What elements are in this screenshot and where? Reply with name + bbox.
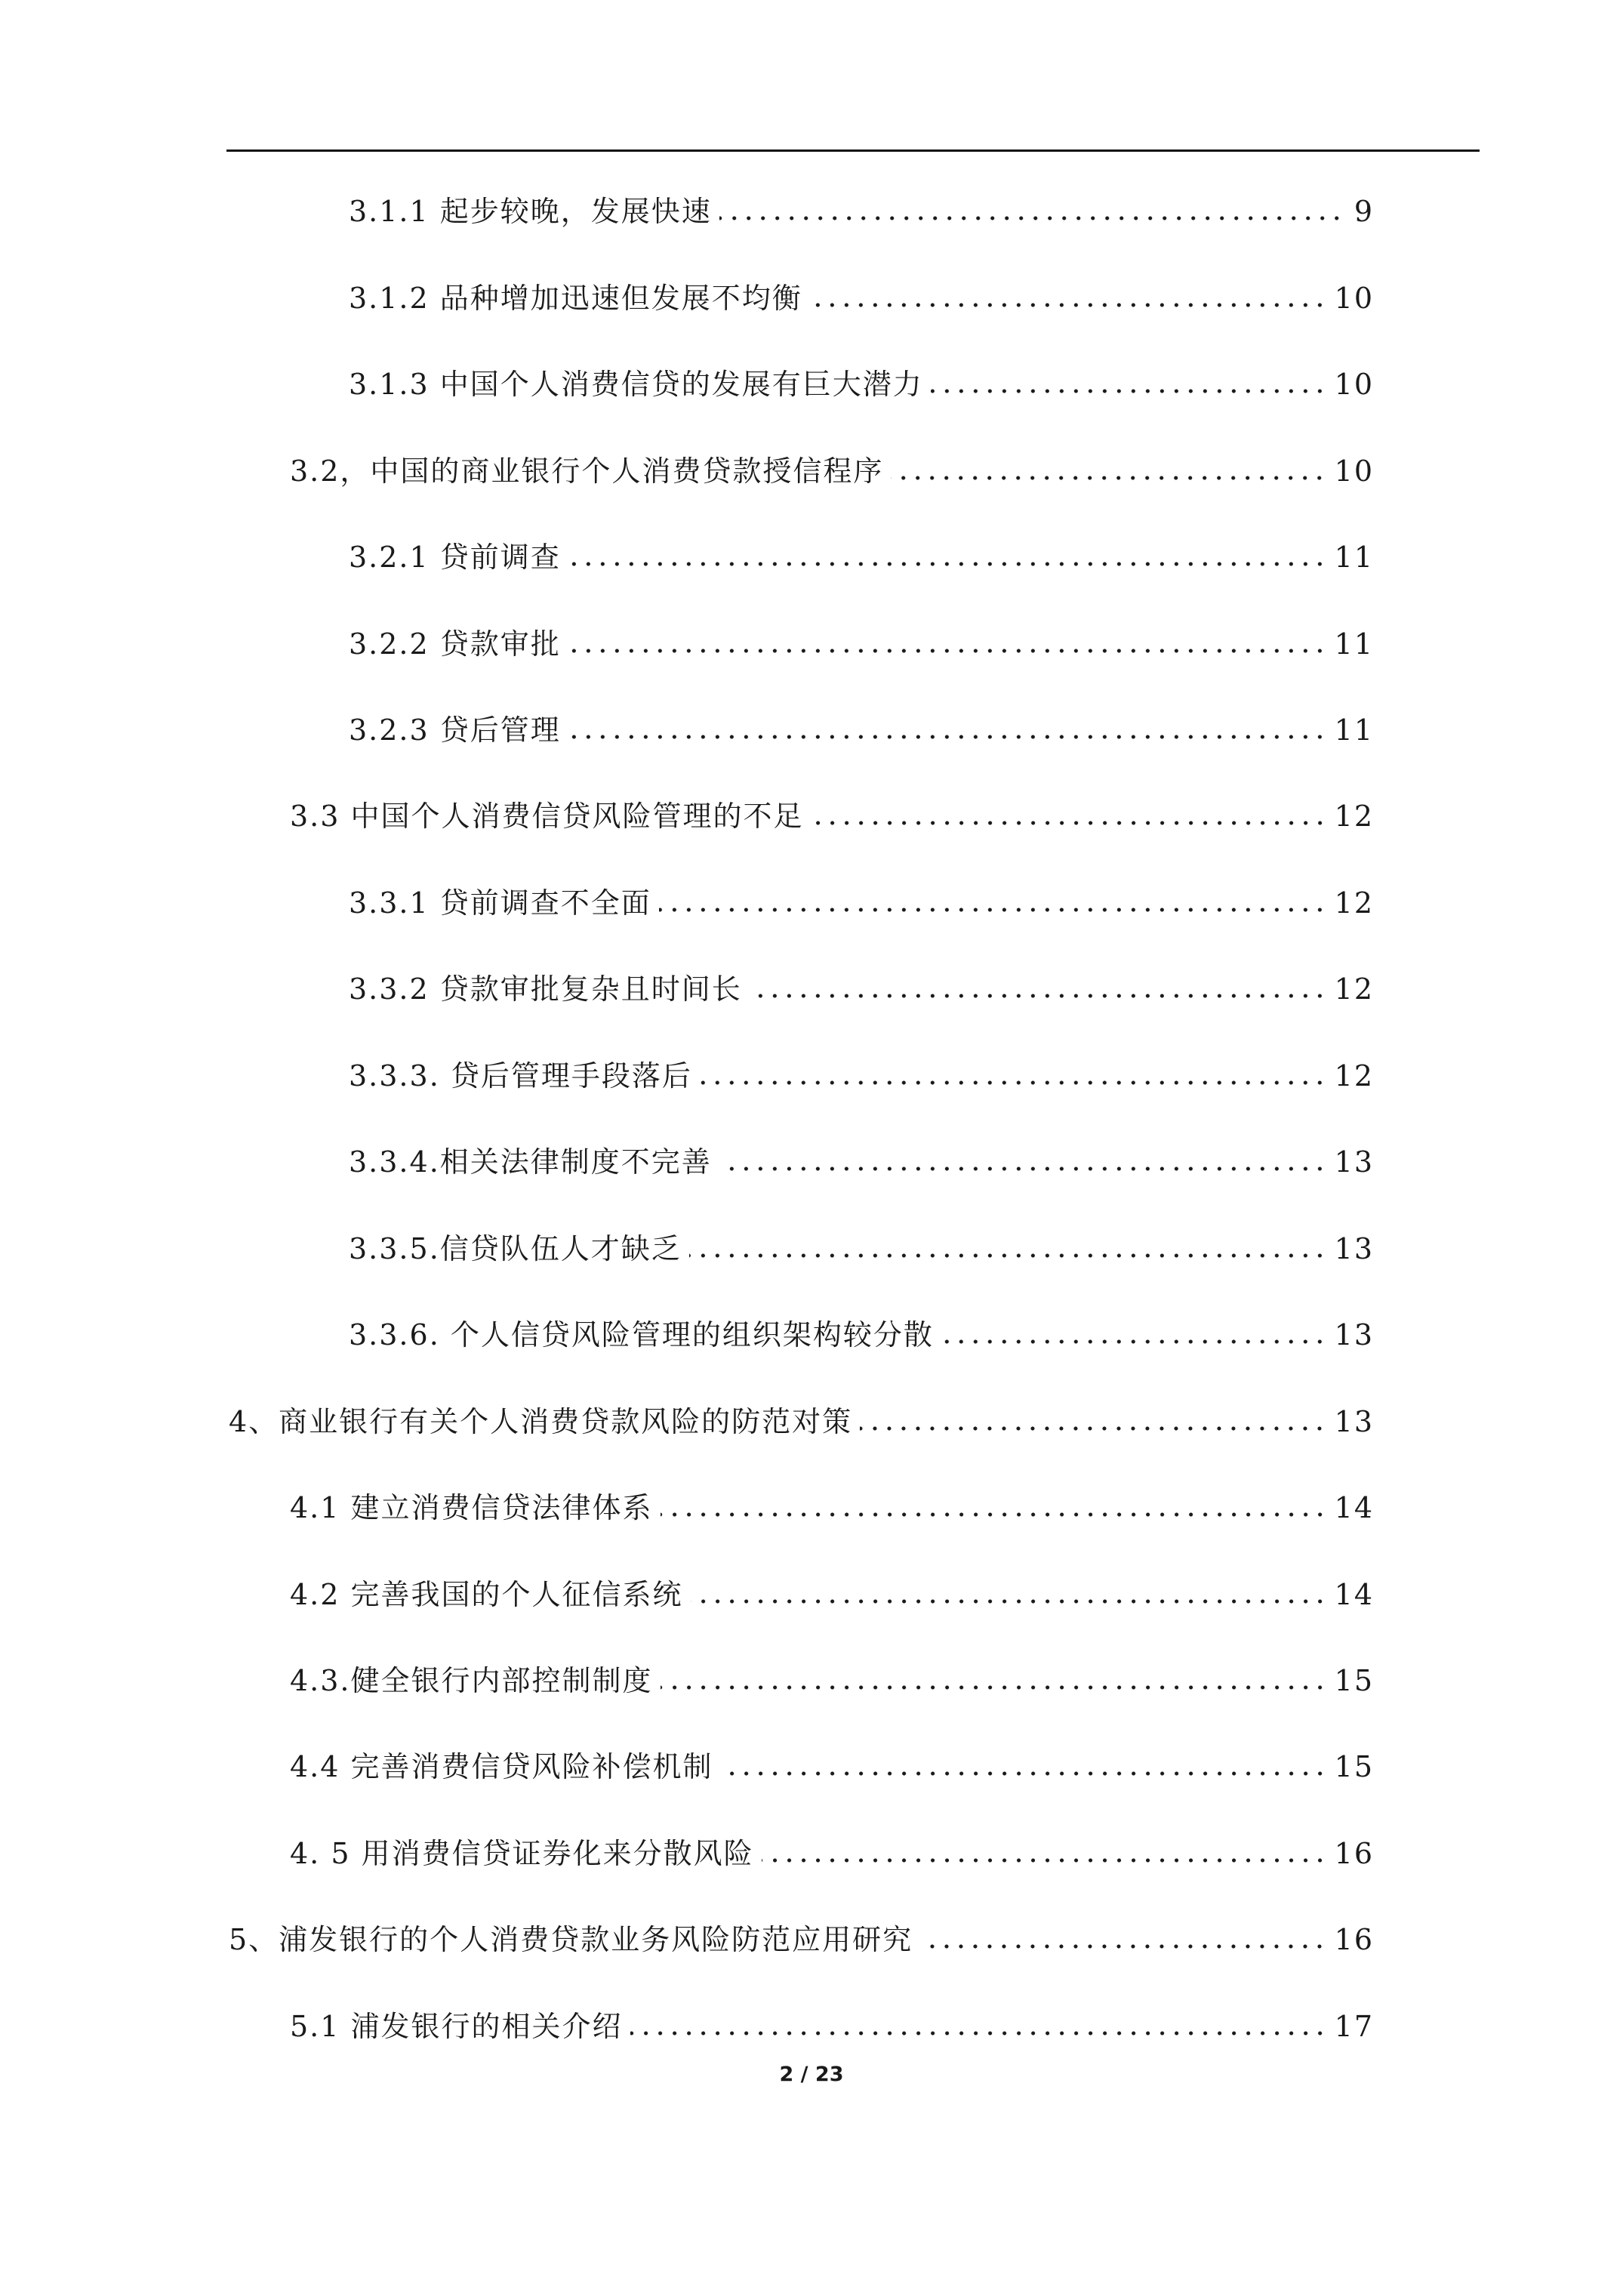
toc-entry-label: 3.2，中国的商业银行个人消费贷款授信程序 (290, 455, 884, 488)
toc-dot-leader (762, 1855, 1327, 1866)
toc-entry[interactable] (290, 1735, 1374, 1788)
toc-entry-page: 11 (1334, 541, 1374, 574)
toc-dot-leader (659, 905, 1327, 915)
toc-entry[interactable] (229, 1390, 1374, 1443)
toc-dot-leader (941, 1336, 1327, 1347)
toc-entry-page: 13 (1334, 1405, 1374, 1438)
toc-entry-label: 3.2.3 贷后管理 (349, 713, 561, 747)
page-number: 2 / 23 (779, 2063, 844, 2086)
toc-entry[interactable] (229, 1908, 1374, 1961)
toc-dot-leader (920, 1941, 1326, 1952)
toc-entry-page: 11 (1334, 627, 1374, 661)
toc-entry[interactable] (349, 871, 1374, 924)
toc-entry[interactable] (349, 1130, 1374, 1183)
toc-entry-page: 12 (1334, 1059, 1374, 1093)
toc-entry-page: 12 (1334, 972, 1374, 1006)
toc-entry-page: 13 (1334, 1318, 1374, 1351)
toc-dot-leader (689, 1250, 1327, 1261)
toc-entry[interactable] (349, 525, 1374, 578)
toc-entry[interactable] (290, 439, 1374, 492)
toc-entry[interactable] (349, 698, 1374, 751)
toc-entry-label: 3.3.4.相关法律制度不完善 (349, 1145, 712, 1179)
toc-entry-label: 3.3.1 贷前调查不全面 (349, 886, 651, 920)
toc-entry[interactable] (349, 612, 1374, 665)
toc-entry-label: 4.3.健全银行内部控制制度 (290, 1664, 653, 1697)
toc-entry-label: 3.2.1 贷前调查 (349, 541, 561, 574)
toc-entry-label: 3.3.6. 个人信贷风险管理的组织架构较分散 (349, 1318, 934, 1351)
toc-dot-leader (700, 1077, 1327, 1088)
toc-dot-leader (719, 213, 1344, 223)
toc-entry-label: 3.3 中国个人消费信贷风险管理的不足 (290, 800, 804, 833)
toc-entry[interactable] (290, 784, 1374, 837)
toc-entry-page: 12 (1334, 886, 1374, 920)
toc-entry-label: 4.2 完善我国的个人征信系统 (290, 1578, 683, 1611)
toc-dot-leader (568, 559, 1327, 569)
toc-entry-page: 9 (1354, 195, 1374, 228)
toc-entry-label: 3.1.2 品种增加迅速但发展不均衡 (349, 282, 802, 315)
toc-entry-page: 15 (1334, 1664, 1374, 1697)
toc-entry-label: 4. 5 用消费信贷证券化来分散风险 (290, 1837, 754, 1870)
toc-entry-label: 4.4 完善消费信贷风险补偿机制 (290, 1750, 713, 1783)
toc-entry-page: 13 (1334, 1232, 1374, 1265)
toc-dot-leader (630, 2028, 1327, 2039)
toc-dot-leader (810, 300, 1327, 310)
toc-entry-label: 3.1.1 起步较晚，发展快速 (349, 195, 712, 228)
toc-entry-label: 3.3.5.信贷队伍人才缺乏 (349, 1232, 682, 1265)
toc-dot-leader (931, 386, 1327, 396)
toc-entry[interactable] (349, 180, 1374, 233)
toc-entry[interactable] (290, 1995, 1374, 2048)
toc-entry-page: 10 (1334, 368, 1374, 401)
toc-dot-leader (568, 646, 1327, 656)
toc-entry-label: 3.3.3. 贷后管理手段落后 (349, 1059, 692, 1093)
toc-entry-page: 10 (1334, 282, 1374, 315)
toc-entry-page: 16 (1334, 1923, 1374, 1956)
toc-dot-leader (891, 473, 1326, 483)
toc-dot-leader (812, 818, 1327, 828)
toc-entry-page: 13 (1334, 1145, 1374, 1179)
toc-entry-page: 15 (1334, 1750, 1374, 1783)
toc-entry-page: 11 (1334, 713, 1374, 747)
toc-entry[interactable] (349, 353, 1374, 405)
toc-entry[interactable] (349, 1303, 1374, 1356)
toc-entry-label: 5.1 浦发银行的相关介绍 (290, 2010, 623, 2043)
toc-entry-page: 14 (1334, 1578, 1374, 1611)
toc-entry-page: 14 (1334, 1491, 1374, 1524)
toc-entry-page: 16 (1334, 1837, 1374, 1870)
toc-entry-page: 10 (1334, 455, 1374, 488)
toc-entry-page: 17 (1334, 2010, 1374, 2043)
toc-dot-leader (691, 1596, 1327, 1607)
toc-dot-leader (719, 1163, 1327, 1174)
toc-entry[interactable] (349, 1044, 1374, 1097)
toc-entry-label: 4、商业银行有关个人消费贷款风险的防范对策 (229, 1405, 853, 1438)
toc-dot-leader (568, 732, 1327, 742)
toc-entry[interactable] (290, 1649, 1374, 1702)
toc-entry[interactable] (290, 1476, 1374, 1529)
toc-entry-label: 3.2.2 贷款审批 (349, 627, 561, 661)
toc-entry[interactable] (349, 1217, 1374, 1270)
toc-entry[interactable] (290, 1822, 1374, 1875)
toc-dot-leader (721, 1768, 1327, 1779)
toc-entry[interactable] (349, 267, 1374, 319)
toc-dot-leader (750, 991, 1327, 1001)
toc-entry[interactable] (290, 1563, 1374, 1616)
toc-dot-leader (860, 1423, 1326, 1434)
toc-dot-leader (661, 1509, 1327, 1520)
toc-entry[interactable] (349, 957, 1374, 1010)
toc-entry-label: 3.3.2 贷款审批复杂且时间长 (349, 972, 742, 1006)
toc-dot-leader (661, 1682, 1327, 1693)
toc-entry-label: 5、浦发银行的个人消费贷款业务风险防范应用研究 (229, 1923, 913, 1956)
toc-entry-label: 3.1.3 中国个人消费信贷的发展有巨大潜力 (349, 368, 923, 401)
toc-entry-label: 4.1 建立消费信贷法律体系 (290, 1491, 653, 1524)
toc-entry-page: 12 (1334, 800, 1374, 833)
